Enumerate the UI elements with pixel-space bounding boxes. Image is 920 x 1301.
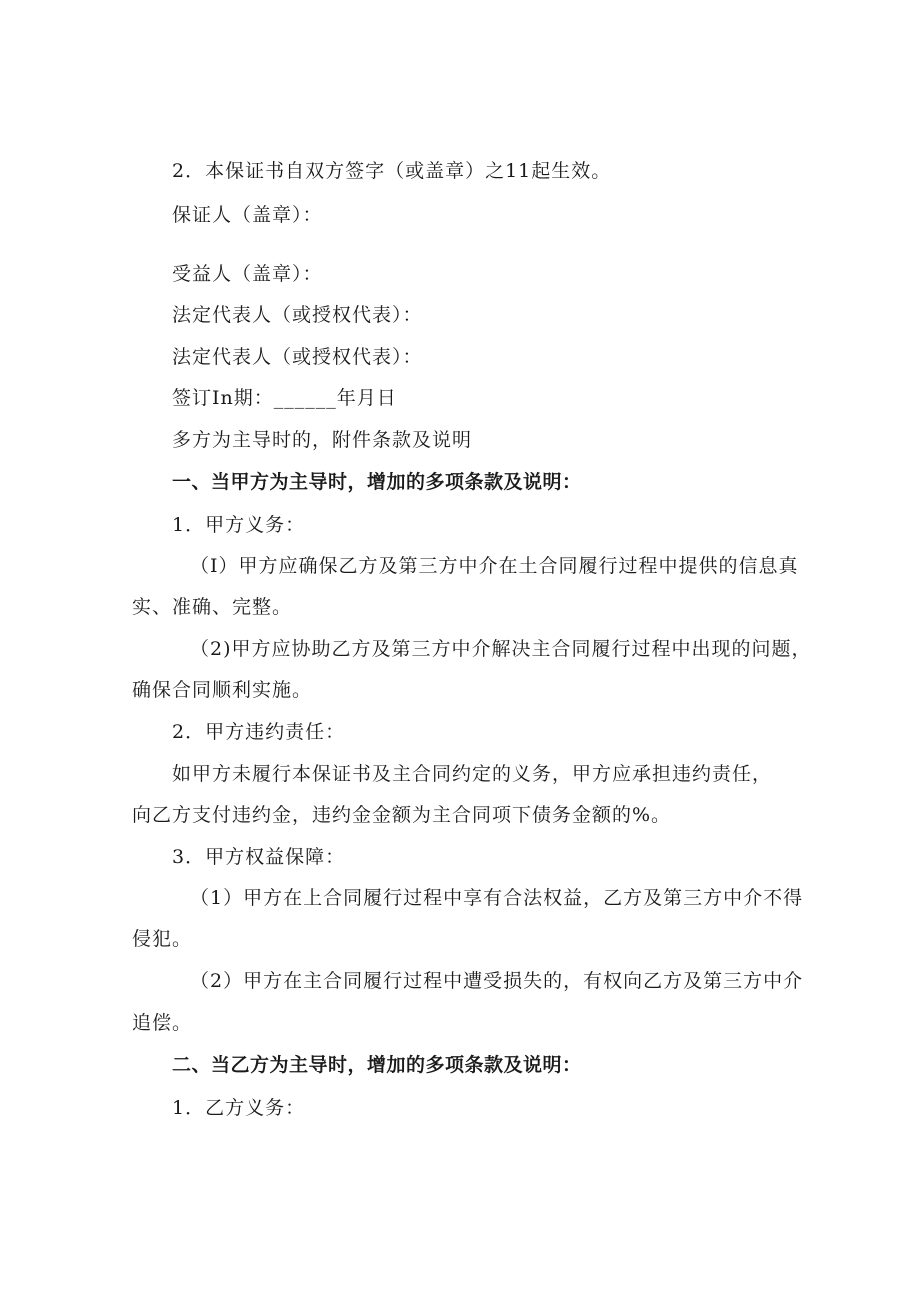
- party-a-right-2: （2）甲方在主合同履行过程中遭受损失的，有权向乙方及第三方中介: [190, 970, 804, 992]
- signing-date-label: 签订In期：______年月日: [172, 387, 397, 409]
- party-a-rights-heading: 3．甲方权益保障：: [172, 846, 346, 868]
- party-a-obligation-1-cont: 实、准确、完整。: [132, 596, 293, 618]
- section-heading-party-b: 二、当乙方为主导时，增加的多项条款及说明：: [172, 1054, 582, 1076]
- beneficiary-seal-label: 受益人（盖章）：: [172, 263, 323, 285]
- clause-effective-date: 2．本保证书自双方签字（或盖章）之11起生效。: [172, 160, 612, 182]
- legal-representative-label-2: 法定代表人（或授权代表）：: [172, 346, 423, 368]
- section-heading-party-a: 一、当甲方为主导时，增加的多项条款及说明：: [172, 471, 582, 493]
- party-a-liability-heading: 2．甲方违约责任：: [172, 721, 346, 743]
- party-a-obligation-2: （2)甲方应协助乙方及第三方中介解决主合同履行过程中出现的问题，: [190, 638, 812, 660]
- legal-representative-label-1: 法定代表人（或授权代表）：: [172, 304, 423, 326]
- party-a-liability-text: 如甲方未履行本保证书及主合同约定的义务，甲方应承担违约责任，: [172, 763, 773, 785]
- party-a-obligation-1: （I）甲方应确保乙方及第三方中介在土合同履行过程中提供的信息真: [190, 555, 799, 577]
- party-a-right-2-cont: 追偿。: [132, 1012, 193, 1034]
- party-a-right-1-cont: 侵犯。: [132, 928, 193, 950]
- appendix-title: 多方为主导时的，附件条款及说明: [172, 429, 473, 451]
- guarantor-seal-label: 保证人（盖章）：: [172, 204, 323, 226]
- party-a-obligation-2-cont: 确保合同顺利实施。: [132, 679, 313, 701]
- party-a-right-1: （1）甲方在上合同履行过程中享有合法权益，乙方及第三方中介不得: [190, 887, 804, 909]
- party-a-liability-text-cont: 向乙方支付违约金，违约金金额为主合同项下债务金额的%。: [132, 804, 672, 826]
- party-b-obligations-heading: 1．乙方义务：: [172, 1097, 306, 1119]
- party-a-obligations-heading: 1．甲方义务：: [172, 514, 306, 536]
